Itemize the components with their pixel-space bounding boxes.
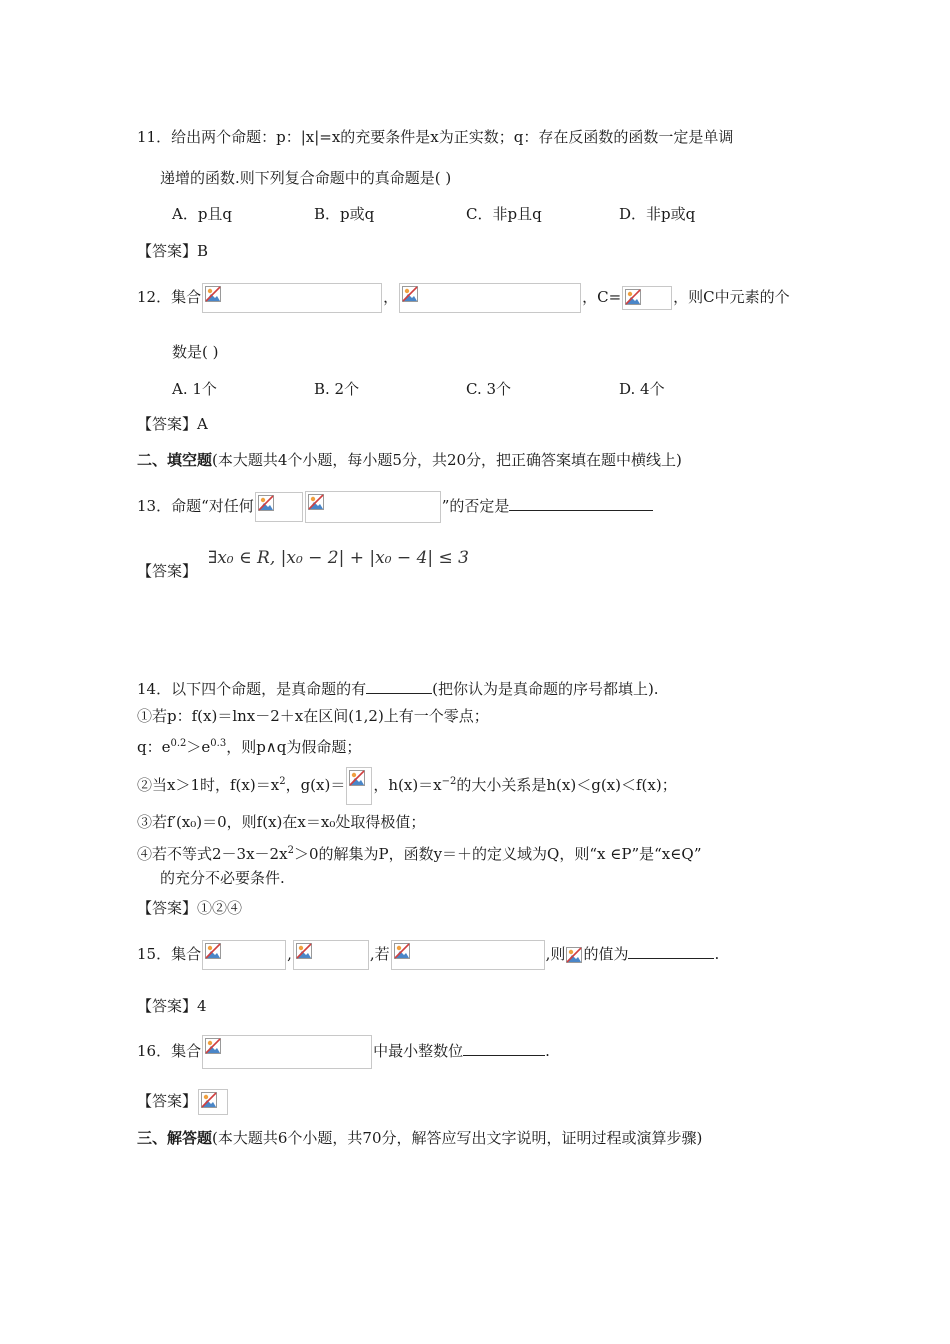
- text: .: [545, 1042, 550, 1060]
- q14-answer: [137, 897, 242, 919]
- image-placeholder: [293, 940, 369, 970]
- broken-image-icon: [258, 495, 274, 511]
- section-3-desc: (本大题共6个小题，共70分，解答应写出文字说明，证明过程或演算步骤): [212, 1129, 703, 1147]
- q13-prefix: 13．命题“对任何: [137, 497, 254, 515]
- section-3-title: 三、解答题: [137, 1129, 213, 1147]
- broken-image-icon: [308, 494, 324, 510]
- exponent: 2: [279, 776, 286, 787]
- q14-item4b: 的充分不必要条件.: [160, 869, 285, 887]
- q12-line1: [137, 282, 790, 313]
- image-placeholder: [255, 492, 303, 522]
- text: 的大小关系是h(x)＜g(x)＜f(x)；: [456, 776, 677, 794]
- exponent: 0.2: [170, 738, 187, 749]
- q14-item1b: [137, 733, 361, 758]
- image-placeholder: [198, 1089, 228, 1115]
- q15-line1: [137, 939, 719, 970]
- q11-option-a: A．p且q: [172, 205, 233, 223]
- broken-image-icon: [205, 286, 221, 302]
- answer-blank: [628, 942, 714, 959]
- text: ,: [287, 945, 292, 963]
- text: ，则p∧q为假命题；: [226, 738, 362, 756]
- q12-option-d: D. 4个: [619, 380, 665, 398]
- image-placeholder: [202, 1035, 372, 1069]
- q11-option-c: C．非p且q: [466, 205, 542, 223]
- answer-blank: [366, 677, 432, 694]
- section-3-heading: [137, 1127, 702, 1149]
- text: ＞e: [186, 738, 211, 756]
- q12-prefix: 12．集合: [137, 288, 202, 306]
- q11-option-b: B．p或q: [314, 205, 375, 223]
- q12-line2: 数是( ): [172, 343, 219, 361]
- broken-image-icon: [566, 947, 582, 963]
- q14-item3: ③若f′(x₀)＝0，则f(x)在x＝x₀处取得极值；: [137, 813, 426, 831]
- q16-line1: [137, 1034, 550, 1069]
- q15-prefix: 15．集合: [137, 945, 202, 963]
- broken-image-icon: [349, 770, 365, 786]
- q11-option-d: D．非p或q: [619, 205, 696, 223]
- text: 的值为: [583, 945, 629, 963]
- answer-value: ①②④: [197, 899, 243, 917]
- exponent: 0.3: [210, 738, 227, 749]
- q14-item2: [137, 765, 677, 805]
- text: q：e: [137, 738, 171, 756]
- text: ④若不等式2－3x－2x: [137, 845, 288, 863]
- q14-line1b: (把你认为是真命题的序号都填上).: [432, 680, 659, 698]
- q13-answer-label: 【答案】: [137, 562, 198, 580]
- q13-answer-formula: ∃x₀ ∈ R, |x₀ − 2| + |x₀ − 4| ≤ 3: [208, 548, 469, 568]
- q11-answer: [137, 240, 208, 262]
- q12-option-c: C. 3个: [466, 380, 512, 398]
- text: ,则: [545, 945, 566, 963]
- image-placeholder: [399, 283, 581, 313]
- answer-label: 【答案】: [137, 899, 198, 917]
- q12-answer: [137, 413, 208, 435]
- broken-image-icon: [402, 286, 418, 302]
- q12-comma: ，: [383, 288, 399, 306]
- q12-c-label: ，C=: [582, 288, 622, 306]
- text: ②当x＞1时，f(x)＝x: [137, 776, 280, 794]
- q12-suffix: ，则C中元素的个: [673, 288, 790, 306]
- text: .: [714, 945, 720, 963]
- answer-value: A: [197, 415, 208, 433]
- broken-image-icon: [394, 943, 410, 959]
- q13-suffix: ”的否定是: [441, 497, 510, 515]
- broken-image-icon: [205, 1038, 221, 1054]
- answer-blank: [509, 494, 653, 511]
- image-placeholder: [391, 940, 545, 970]
- q11-line2: 递增的函数.则下列复合命题中的真命题是( ): [160, 169, 452, 187]
- broken-image-icon: [201, 1092, 217, 1108]
- broken-image-icon: [205, 943, 221, 959]
- image-placeholder: [305, 491, 441, 523]
- broken-image-icon: [625, 289, 641, 305]
- section-2-desc: (本大题共4个小题，每小题5分，共20分，把正确答案填在题中横线上): [212, 451, 682, 469]
- image-placeholder: [566, 945, 582, 965]
- answer-label: 【答案】: [137, 997, 198, 1015]
- q14-line1: [137, 677, 659, 700]
- q16-prefix: 16．集合: [137, 1042, 202, 1060]
- exponent: 2: [287, 845, 294, 856]
- text: ，g(x)＝: [285, 776, 346, 794]
- q12-option-a: A. 1个: [172, 380, 217, 398]
- answer-blank: [463, 1039, 545, 1056]
- answer-value: 4: [197, 997, 207, 1015]
- image-placeholder: [202, 283, 382, 313]
- q14-item1a: ①若p：f(x)＝lnx－2＋x在区间(1,2)上有一个零点；: [137, 707, 489, 725]
- text: 中最小整数位: [373, 1042, 464, 1060]
- text: ,若: [369, 945, 390, 963]
- q12-option-b: B. 2个: [314, 380, 360, 398]
- q16-answer: [137, 1087, 229, 1115]
- text: ＞0的解集为P，函数y＝＋的定义域为Q，则“x ∈P”是“x∈Q”: [293, 845, 702, 863]
- answer-label: 【答案】: [137, 415, 198, 433]
- image-placeholder: [346, 767, 372, 805]
- section-2-title: 二、填空题: [137, 451, 213, 469]
- q14-item4a: [137, 840, 702, 865]
- text: ，h(x)＝x: [373, 776, 442, 794]
- q14-line1a: 14．以下四个命题，是真命题的有: [137, 680, 367, 698]
- exponent: −2: [441, 776, 457, 787]
- q11-line1: 11．给出两个命题：p：|x|=x的充要条件是x为正实数；q：存在反函数的函数一定是单调: [137, 128, 734, 146]
- answer-value: B: [197, 242, 209, 260]
- q15-answer: [137, 995, 207, 1017]
- answer-label: 【答案】: [137, 1092, 198, 1110]
- q13-line1: [137, 490, 653, 523]
- image-placeholder: [622, 286, 672, 310]
- answer-label: 【答案】: [137, 242, 198, 260]
- broken-image-icon: [296, 943, 312, 959]
- section-2-heading: [137, 449, 682, 471]
- image-placeholder: [202, 940, 286, 970]
